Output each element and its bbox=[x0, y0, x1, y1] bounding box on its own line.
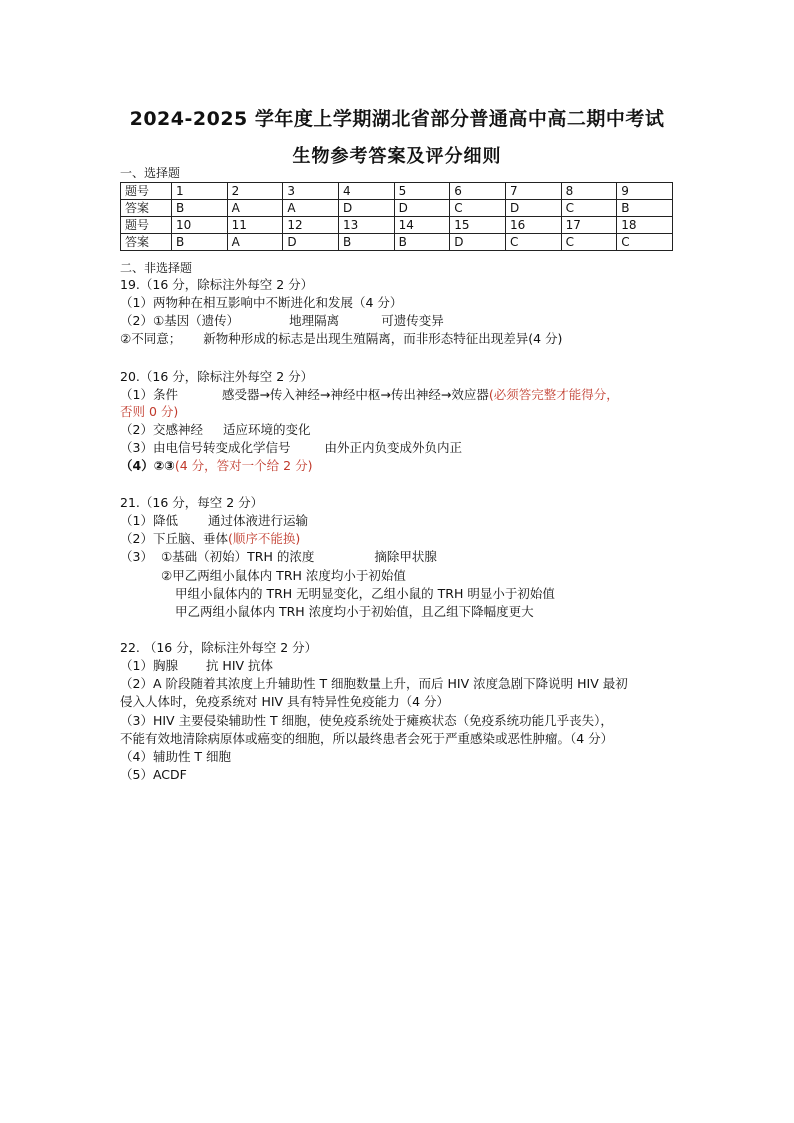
table-cell: A bbox=[227, 200, 283, 217]
q19-answer-2-part3: 可遗传变异 bbox=[381, 313, 444, 328]
table-row bbox=[121, 200, 673, 217]
q21-answer-3-result-3: 甲乙两组小鼠体内 TRH 浓度均小于初始值，且乙组下降幅度更大 bbox=[175, 604, 534, 619]
table-row-header: 题号 bbox=[121, 217, 172, 234]
q21-answer-1-line bbox=[120, 512, 308, 530]
q19-answer-2b-part1: ②不同意； bbox=[120, 331, 182, 346]
q20-answer-1-part1: （1）条件 bbox=[120, 387, 178, 402]
q20-answer-1-line bbox=[120, 386, 619, 404]
q21-answer-3-part1: ①基础（初始）TRH 的浓度 bbox=[160, 549, 315, 564]
table-cell: D bbox=[450, 234, 506, 251]
document-title: 2024-2025 学年度上学期湖北省部分普通高中高二期中考试 bbox=[129, 108, 665, 130]
table-cell: 10 bbox=[172, 217, 228, 234]
table-cell: 15 bbox=[450, 217, 506, 234]
q21-answer-2-part1: （2）下丘脑、垂体 bbox=[120, 531, 228, 546]
q20-answer-3-part1: （3）由电信号转变成化学信号 bbox=[120, 440, 291, 455]
q22-answer-5: （5）ACDF bbox=[120, 767, 187, 782]
q21-answer-3-result-2: 甲组小鼠体内的 TRH 无明显变化，乙组小鼠的 TRH 明显小于初始值 bbox=[175, 586, 555, 601]
q20-answer-4-line bbox=[120, 457, 312, 475]
q21-answer-3-result-1: ②甲乙两组小鼠体内 TRH 浓度均小于初始值 bbox=[161, 568, 406, 583]
q21-answer-3-label: （3） bbox=[120, 549, 153, 564]
table-cell: 12 bbox=[283, 217, 339, 234]
table-cell: 2 bbox=[227, 183, 283, 200]
section-choice-heading: 一、选择题 bbox=[120, 166, 181, 180]
q21-answer-1-part2: 通过体液进行运输 bbox=[207, 513, 308, 528]
table-cell: 14 bbox=[394, 217, 450, 234]
table-cell: 1 bbox=[172, 183, 228, 200]
q20-answer-1-note-cont: 否则 0 分) bbox=[120, 404, 179, 419]
q20-answer-2-part2: 适应环境的变化 bbox=[222, 422, 311, 437]
table-cell: B bbox=[338, 234, 394, 251]
table-cell: 16 bbox=[505, 217, 561, 234]
q19-answer-2-line bbox=[120, 312, 444, 330]
table-cell: 13 bbox=[338, 217, 394, 234]
table-cell: 18 bbox=[617, 217, 673, 234]
table-cell: C bbox=[450, 200, 506, 217]
choice-answer-table bbox=[120, 182, 673, 251]
q22-answer-2-line1: （2）A 阶段随着其浓度上升辅助性 T 细胞数量上升，而后 HIV 浓度急剧下降说明 HIV 最初 bbox=[120, 676, 628, 691]
table-cell: A bbox=[283, 200, 339, 217]
document-subtitle: 生物参考答案及评分细则 bbox=[292, 146, 502, 167]
table-cell: D bbox=[338, 200, 394, 217]
q22-answer-1-part1: （1）胸腺 bbox=[120, 658, 178, 673]
table-cell: B bbox=[172, 234, 228, 251]
table-cell: 5 bbox=[394, 183, 450, 200]
q21-answer-1-part1: （1）降低 bbox=[120, 513, 178, 528]
q19-answer-2-part1: （2）①基因（遗传） bbox=[120, 313, 240, 328]
q21-answer-3-part2: 摘除甲状腺 bbox=[374, 549, 437, 564]
table-cell: 6 bbox=[450, 183, 506, 200]
q22-heading: 22. （16 分，除标注外每空 2 分） bbox=[120, 640, 318, 655]
q20-heading: 20.（16 分，除标注外每空 2 分） bbox=[120, 369, 314, 384]
table-row bbox=[121, 234, 673, 251]
q20-answer-2-part1: （2）交感神经 bbox=[120, 422, 203, 437]
table-cell: 11 bbox=[227, 217, 283, 234]
table-cell: D bbox=[505, 200, 561, 217]
q22-answer-3-line1: （3）HIV 主要侵染辅助性 T 细胞，使免疫系统处于瘫痪状态（免疫系统功能几乎丧失）， bbox=[120, 713, 613, 728]
section-nonchoice-heading: 二、非选择题 bbox=[120, 261, 193, 275]
q22-answer-4: （4）辅助性 T 细胞 bbox=[120, 749, 232, 764]
q20-answer-3-line bbox=[120, 439, 462, 457]
table-row bbox=[121, 217, 673, 234]
q22-answer-1-part2: 抗 HIV 抗体 bbox=[205, 658, 274, 673]
table-cell: 3 bbox=[283, 183, 339, 200]
table-cell: B bbox=[172, 200, 228, 217]
q21-heading: 21.（16 分，每空 2 分） bbox=[120, 495, 264, 510]
table-cell: B bbox=[617, 200, 673, 217]
q20-answer-2-line bbox=[120, 421, 310, 439]
table-cell: 8 bbox=[561, 183, 617, 200]
table-cell: C bbox=[561, 234, 617, 251]
q20-answer-3-part2: 由外正内负变成外负内正 bbox=[324, 440, 462, 455]
q19-answer-2b-part2: 新物种形成的标志是出现生殖隔离，而非形态特征出现差异(4 分) bbox=[203, 331, 563, 346]
table-row-header: 答案 bbox=[121, 200, 172, 217]
table-cell: A bbox=[227, 234, 283, 251]
q22-answer-2-line2: 侵入人体时，免疫系统对 HIV 具有特异性免疫能力（4 分） bbox=[120, 694, 450, 709]
q22-answer-1-line bbox=[120, 657, 273, 675]
q21-answer-2-note: (顺序不能换) bbox=[227, 531, 301, 546]
q22-answer-3-line2: 不能有效地清除病原体或癌变的细胞，所以最终患者会死于严重感染或恶性肿瘤。（4 分） bbox=[120, 731, 614, 746]
q19-answer-1: （1）两物种在相互影响中不断进化和发展（4 分） bbox=[120, 295, 403, 310]
table-cell: 17 bbox=[561, 217, 617, 234]
q21-answer-3-line bbox=[120, 548, 437, 566]
table-cell: D bbox=[283, 234, 339, 251]
q19-heading: 19.（16 分，除标注外每空 2 分） bbox=[120, 277, 314, 292]
q20-answer-4-note: (4 分，答对一个给 2 分) bbox=[174, 458, 313, 473]
table-cell: 7 bbox=[505, 183, 561, 200]
table-row-header: 题号 bbox=[121, 183, 172, 200]
table-cell: C bbox=[505, 234, 561, 251]
table-cell: 9 bbox=[617, 183, 673, 200]
table-cell: C bbox=[561, 200, 617, 217]
q20-answer-4-part1: （4）②③ bbox=[120, 458, 175, 473]
table-row-header: 答案 bbox=[121, 234, 172, 251]
q19-answer-2b-line bbox=[120, 330, 562, 348]
q21-answer-2-line bbox=[120, 530, 300, 548]
table-cell: B bbox=[394, 234, 450, 251]
table-cell: C bbox=[617, 234, 673, 251]
q20-answer-1-note: (必须答完整才能得分， bbox=[488, 387, 619, 402]
table-cell: D bbox=[394, 200, 450, 217]
table-cell: 4 bbox=[338, 183, 394, 200]
q19-answer-2-part2: 地理隔离 bbox=[289, 313, 340, 328]
table-row bbox=[121, 183, 673, 200]
q20-answer-1-part2: 感受器→传入神经→神经中枢→传出神经→效应器 bbox=[221, 387, 489, 402]
